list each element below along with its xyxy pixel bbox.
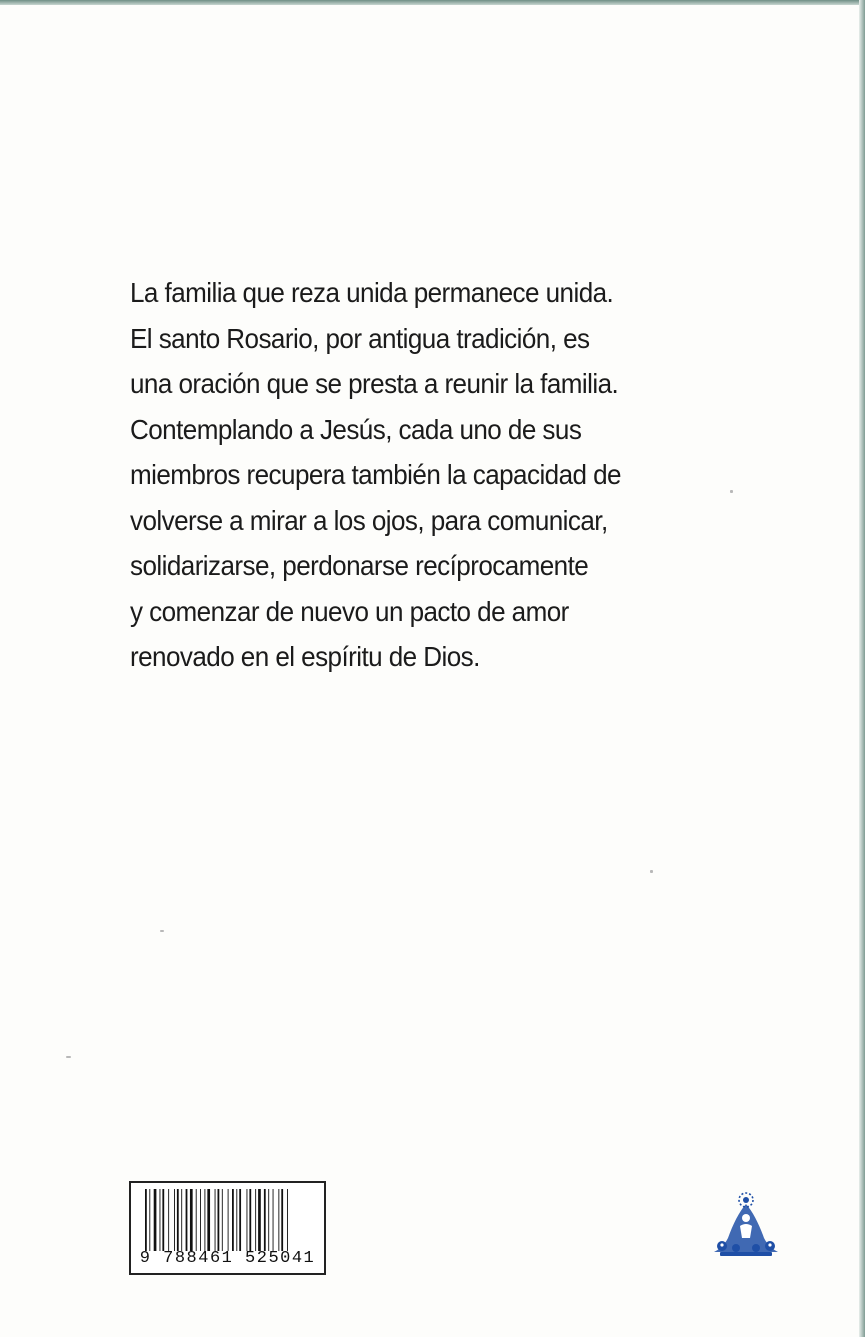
isbn-barcode xyxy=(129,1181,326,1275)
blurb-line: volverse a mirar a los ojos, para comunicar, xyxy=(130,504,608,536)
publisher-emblem-icon xyxy=(706,1186,786,1266)
blurb-line: miembros recupera también la capacidad de xyxy=(130,459,621,490)
blurb-line: y comenzar de nuevo un pacto de amor xyxy=(130,595,569,627)
back-cover-blurb xyxy=(130,270,707,680)
cover-right-edge xyxy=(859,0,865,1337)
paper-speck xyxy=(66,1056,71,1058)
isbn-number: 9 788461 525041 xyxy=(139,1249,316,1268)
blurb-line: Contemplando a Jesús, cada uno de sus xyxy=(130,413,582,445)
blurb-line: renovado en el espíritu de Dios. xyxy=(130,641,480,672)
paper-speck xyxy=(160,930,164,932)
cover-top-edge xyxy=(0,0,865,5)
barcode-bars-icon xyxy=(145,1189,310,1251)
blurb-line: El santo Rosario, por antigua tradición, es xyxy=(130,322,590,354)
blurb-line: una oración que se presta a reunir la familia. xyxy=(130,368,619,399)
paper-speck xyxy=(650,870,653,873)
blurb-line: La familia que reza unida permanece unida. xyxy=(130,277,614,308)
paper-speck xyxy=(730,490,733,493)
blurb-line: solidarizarse, perdonarse recíprocamente xyxy=(130,550,589,581)
